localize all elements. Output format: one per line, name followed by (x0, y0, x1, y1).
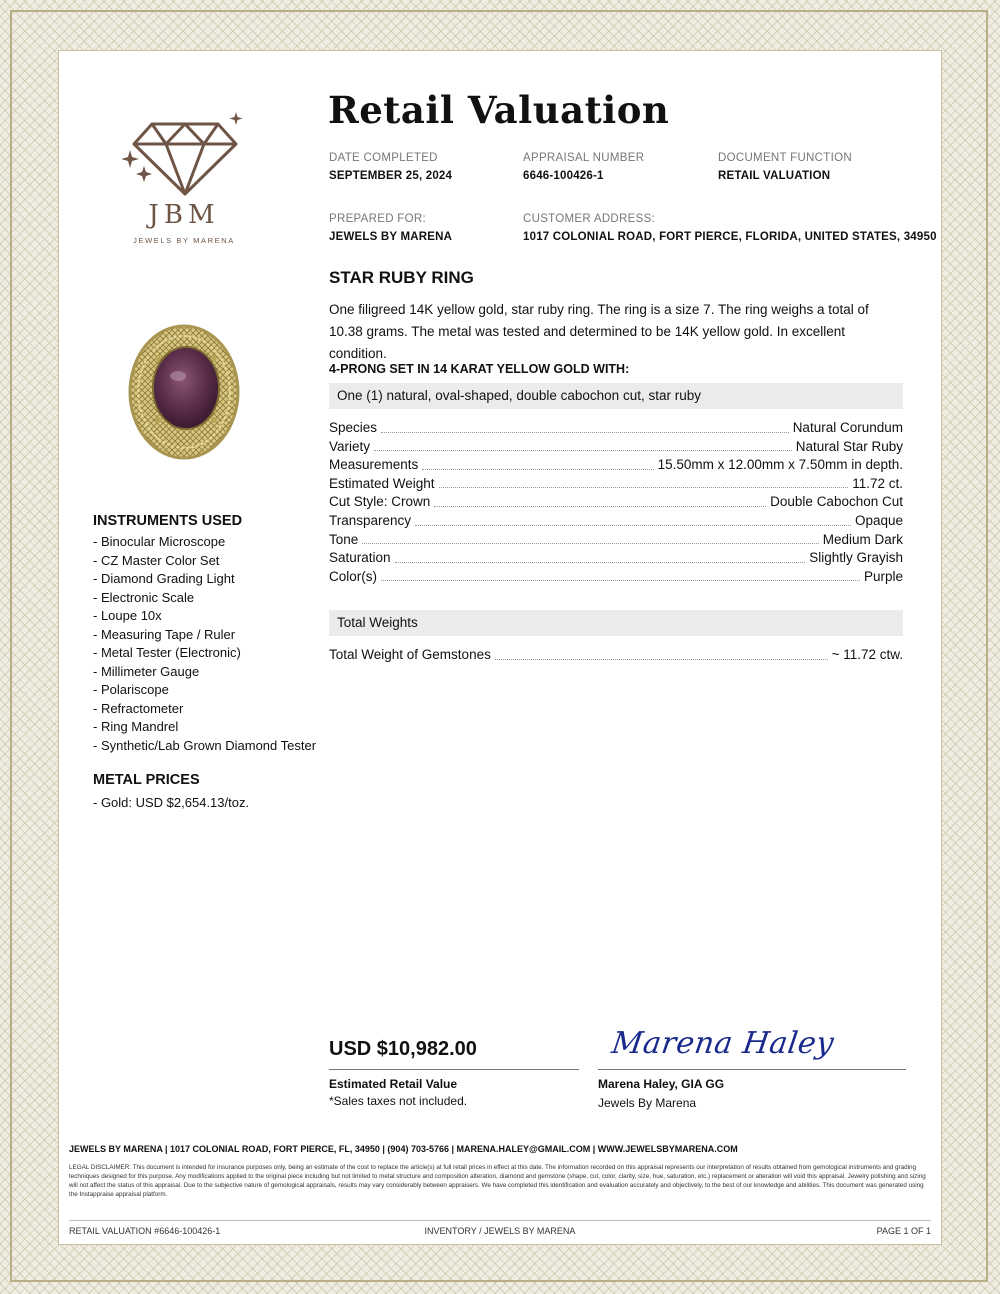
spec-row (329, 475, 903, 494)
leader-dots (374, 438, 792, 452)
spec-value: Slightly Grayish (809, 550, 903, 566)
spec-row (329, 568, 903, 587)
spec-key: Transparency (329, 512, 412, 528)
item-description: One filigreed 14K yellow gold, star ruby ring. The ring is a size 7. The ring weighs a total of 10.38 grams. The metal was tested and determined to be 14K yellow gold. In excellent condition. (329, 302, 869, 361)
meta-label-date: DATE COMPLETED (329, 152, 438, 164)
spec-key: Measurements (329, 457, 419, 473)
spec-key: Estimated Weight (329, 475, 435, 491)
spec-key: Tone (329, 531, 359, 547)
list-item: - Binocular Microscope (93, 534, 226, 549)
meta-value-appraisal-number: 6646-100426-1 (523, 170, 604, 182)
total-weight-row (329, 646, 903, 665)
leader-dots (381, 568, 860, 582)
total-weight-value: ~ 11.72 ctw. (831, 647, 903, 662)
setting-heading: 4-PRONG SET IN 14 KARAT YELLOW GOLD WITH: (329, 362, 630, 376)
spec-value: Opaque (854, 512, 903, 528)
leader-dots (395, 549, 806, 563)
instruments-heading: INSTRUMENTS USED (93, 513, 243, 529)
footer-contact: JEWELS BY MARENA | 1017 COLONIAL ROAD, FORT PIERCE, FL, 34950 | (904) 703-5766 | MARENA.HALEY@GMAIL.COM | WWW.JEWELSBYMARENA.COM (69, 1144, 738, 1154)
footer-right: PAGE 1 OF 1 (876, 1226, 931, 1236)
spec-row (329, 493, 903, 512)
spec-row (329, 531, 903, 550)
meta-value-prepared-for: JEWELS BY MARENA (329, 231, 453, 243)
brand-tagline: JEWELS BY MARENA (133, 236, 235, 245)
list-item: - Gold: USD $2,654.13/toz. (93, 795, 250, 810)
spec-value: Natural Corundum (792, 420, 903, 435)
leader-dots (495, 646, 828, 660)
spec-key: Saturation (329, 550, 391, 566)
spec-value: Natural Star Ruby (795, 438, 903, 454)
list-item: - Refractometer (93, 700, 184, 716)
instruments-list (93, 533, 323, 755)
signer-name: Marena Haley, GIA GG (598, 1077, 725, 1091)
spec-value: Medium Dark (822, 531, 903, 547)
diamond-logo-icon (122, 110, 246, 198)
spec-value: 15.50mm x 12.00mm x 7.50mm in depth. (657, 457, 903, 473)
metal-prices-list (93, 794, 249, 813)
spec-key: Variety (329, 438, 371, 454)
spec-table (329, 419, 903, 586)
metal-prices-heading: METAL PRICES (93, 772, 200, 788)
brand-monogram: JBM (148, 200, 220, 230)
valuation-note: *Sales taxes not included. (329, 1094, 468, 1108)
leader-dots (422, 456, 653, 470)
ring-photo (118, 318, 250, 468)
list-item: - Measuring Tape / Ruler (93, 626, 236, 642)
spec-row (329, 512, 903, 531)
meta-value-date: SEPTEMBER 25, 2024 (329, 170, 453, 182)
spec-value: Purple (863, 568, 903, 584)
item-heading: STAR RUBY RING (329, 268, 474, 287)
meta-value-function: RETAIL VALUATION (718, 170, 831, 182)
spec-value: 11.72 ct. (852, 475, 903, 491)
legal-disclaimer: LEGAL DISCLAIMER: This document is intended for insurance purposes only, being an estimate of the cost to replace the article(s) at full retail prices in effect at this date. The information recorded on this appraisal represents our interpretation of results obtained from gemological instruments and grading techniques designed for this purpose. Any modifications applied to the original piece including but not limited to metal structure and composition alteration, diamond and gemstone (shape, cut, color, clarity, size, hue, saturation, etc.) replacement or alteration will void this appraisal. Jewelry polishing and sizing will not affect the status of this appraisal. Due to the subjective nature of gemological appraisals, results may vary considerably between appraisers. We have completed this identification and evaluation accurately and objectively, to the best of our knowledge and abilities. This document was generated using the Instappraise appraisal platform. (69, 1164, 926, 1198)
stone-description-bar: One (1) natural, oval-shaped, double cabochon cut, star ruby (329, 383, 903, 409)
spec-key: Cut Style: Crown (329, 494, 431, 510)
total-weight-key: Total Weight of Gemstones (329, 647, 491, 662)
leader-dots (434, 493, 766, 507)
valuation-divider (329, 1069, 579, 1070)
list-item: - Synthetic/Lab Grown Diamond Tester (93, 737, 317, 753)
valuation-amount: USD $10,982.00 (329, 1038, 477, 1060)
list-item: - Polariscope (93, 682, 169, 697)
meta-value-customer-address: 1017 COLONIAL ROAD, FORT PIERCE, FLORIDA, UNITED STATES, 34950 (523, 231, 937, 243)
list-item: - Metal Tester (Electronic) (93, 645, 241, 660)
list-item: - CZ Master Color Set (93, 552, 220, 568)
valuation-label: Estimated Retail Value (329, 1077, 458, 1091)
leader-dots (439, 475, 849, 489)
list-item: - Electronic Scale (93, 589, 195, 605)
meta-label-appraisal-number: APPRAISAL NUMBER (523, 152, 645, 164)
leader-dots (362, 531, 818, 545)
spec-key: Color(s) (329, 568, 378, 584)
footer-center: INVENTORY / JEWELS BY MARENA (424, 1226, 576, 1236)
list-item: - Ring Mandrel (93, 719, 179, 734)
spec-key: Species (329, 420, 378, 435)
footer-left: RETAIL VALUATION #6646-100426-1 (69, 1226, 221, 1236)
leader-dots (415, 512, 851, 526)
spec-value: Double Cabochon Cut (770, 494, 903, 510)
list-item: - Diamond Grading Light (93, 571, 235, 586)
signature-divider (598, 1069, 906, 1070)
spec-row (329, 419, 903, 438)
list-item: - Loupe 10x (93, 608, 162, 623)
meta-label-customer-address: CUSTOMER ADDRESS: (523, 213, 656, 225)
spec-row (329, 549, 903, 568)
document-title: Retail Valuation (328, 88, 670, 132)
meta-label-function: DOCUMENT FUNCTION (718, 152, 852, 164)
spec-row (329, 456, 903, 475)
signer-company: Jewels By Marena (598, 1096, 697, 1110)
leader-dots (381, 419, 789, 433)
meta-label-prepared-for: PREPARED FOR: (329, 213, 426, 225)
footer-divider (69, 1220, 931, 1221)
signature-image: Marena Haley (609, 1026, 837, 1061)
total-weights-bar: Total Weights (329, 610, 903, 636)
list-item: - Millimeter Gauge (93, 663, 200, 679)
spec-row (329, 438, 903, 457)
